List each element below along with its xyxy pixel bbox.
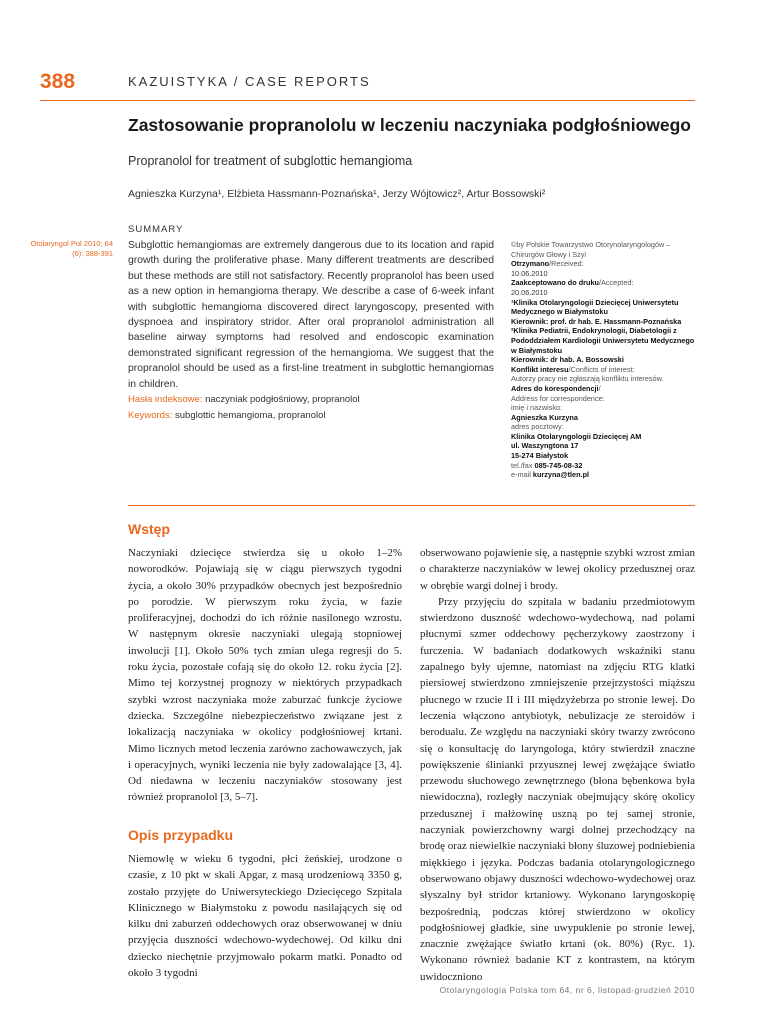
author-list: Agnieszka Kurzyna¹, Elżbieta Hassmann-Poznańska¹, Jerzy Wójtowicz², Artur Bossowski² <box>128 188 546 200</box>
postal-line-3: 15-274 Białystok <box>511 451 569 461</box>
introduction-paragraph: Naczyniaki dziecięce stwierdza się u około 1–2% noworodków. Pojawiają się w ciągu pierwszych tygodni życia, a około 30% przypadków obecnych jest bezpośrednio po porodzie. W pierwszym roku życia, w fazie proliferacyjnej, dochodzi do ich różnie nasilonego wzrostu. W następnym okresie naczyniaki ulegają stopniowej inwolucji [1]. Około 50% tych zmian ulega regresji do 5. roku życia, pozostałe cofają się do około 12. roku życia [2]. Mimo tej korzystnej prognozy w niektórych przypadkach szybki wzrost naczyniaka może zaburzać funkcje życiowe dziecka. Szczególne niebezpieczeństwo związane jest z lokalizacją naczyniaka w okolicy podgłośniowej krtani. Mimo licznych metod leczenia zarówno zachowawczych, jak i operacyjnych, wyniki leczenia nie były zadowalające [3, 4]. Od niedawna w leczeniu naczyniaków stosowany jest również propranolol [3, 5–7]. <box>128 547 402 804</box>
name-label: imię i nazwisko: <box>511 403 563 413</box>
right-paragraph-2: Przy przyjęciu do szpitala w badaniu przedmiotowym stwierdzono duszność wdechowo-wydechową, nad polami płucnymi szmer oddechowy pęcherzykowy zaostrzony i furczenia. W badaniach dodatkowych wskaźniki stanu zapalnego były ujemne, natomiast na zdjęciu RTG klatki piersiowej stwierdzono zmniejszenie przejrzystości miąższu płucnego w rzucie II i III międzyżebrza po stronie lewej. Do leczenia włączono antybiotyk, nebulizacje ze steroidów i berodualu. Ze względu na naczyniaki skóry twarzy zwrócono się o konsultację do laryngologa, który stwierdził znaczne powiększenie ślinianki przyusznej lewej zwężające światło przewodu słuchowego zewnętrznego (błona bębenkowa była niewidoczna), rozległy naczyniak obejmujący skórę okolicy przedusznej i małżowinę uszną po tej samej stronie, naczyniak powierzchowny wargi dolnej przechodzący na brodę oraz niewielkie naczyniaki błony śluzowej podniebienia miękkiego i języka. Podczas badania otolaryngologicznego obserwowano objawy duszności wdechowo-wydechowej oraz słyszalny był stridor krtaniowy. Wykonano laryngoskopię bezpośrednią, podczas której stwierdzono w okolicy podgłośniowej gładkie, sine uwypuklenie po stronie lewej, znacznie zwężające światło krtani (ok. 80%) (Ryc. 1). Wykonano również badanie KT z kontrastem, na którym uwidoczniono <box>420 595 695 983</box>
accepted-line <box>511 278 701 288</box>
section-label: KAZUISTYKA / CASE REPORTS <box>128 74 371 89</box>
article-title: Zastosowanie propranololu w leczeniu naczyniaka podgłośniowego <box>128 115 691 135</box>
affiliation-1: ¹Klinika Otolaryngologii Dziecięcej Uniwersytetu Medycznego w Białymstoku <box>511 297 679 317</box>
keywords-english-label: Keywords: <box>128 410 173 421</box>
received-label: Otrzymano <box>511 259 550 269</box>
keywords-english <box>128 410 494 421</box>
conflict-label: Konflikt interesu <box>511 364 569 374</box>
address-line <box>511 384 701 394</box>
section-divider <box>128 505 695 506</box>
right-paragraph-1: obserwowano pojawienie się, a następnie szybki wzrost zmian o charakterze naczyniaków w lewej okolicy przedusznej oraz w obrębie wargi dolnej i brody. <box>420 547 695 592</box>
page-number: 388 <box>40 70 76 93</box>
postal-line-2: ul. Waszyngtona 17 <box>511 441 579 451</box>
affiliation-2-head: Kierownik: dr hab. A. Bossowski <box>511 355 624 365</box>
correspondent-name: Agnieszka Kurzyna <box>511 412 578 422</box>
address-label-en: Address for correspondence: <box>511 393 605 403</box>
address-label-sep: / <box>598 383 601 393</box>
keywords-polish <box>128 394 494 405</box>
postal-label: adres pocztowy: <box>511 422 564 432</box>
keywords-english-values: subglottic hemangioma, propranolol <box>175 410 326 421</box>
received-label-en: /Received: <box>549 259 584 269</box>
introduction-text <box>128 545 402 806</box>
right-column-text <box>420 545 695 985</box>
received-line <box>511 259 701 269</box>
phone-label: tel./fax <box>511 460 533 470</box>
keywords-polish-label: Hasła indeksowe: <box>128 394 203 405</box>
accepted-label: Zaakceptowano do druku <box>511 278 599 288</box>
postal-line-1: Klinika Otolaryngologii Dziecięcej AM <box>511 431 642 441</box>
journal-citation: Otolaryngol Pol 2010; 64 (6): 388-391 <box>30 239 113 258</box>
conflict-label-en: /Conflicts of interest: <box>568 364 635 374</box>
address-label: Adres do korespondencji <box>511 383 599 393</box>
summary-text: Subglottic hemangiomas are extremely dangerous due to its location and rapid growth during the proliferative phase. Many different treatments are described but these methods are still not satisfactory. Recently propranolol has been used as a new option in hemangioma therapy. We describe a case of 6-week infant with subglottic hemangioma discovered direct laryngoscopy, presented with dyspnoea and inspiratory stridor. After oral propranolol administration all baseline airway symptoms had resolved and endoscopic examination demonstrated significant regression of the hemangioma. We suggest that the propranolol should be used as a first-line treatment in subglottic hemangiomas in children. <box>128 240 494 390</box>
email-address[interactable]: kurzyna@tlen.pl <box>532 470 590 480</box>
article-subtitle: Propranolol for treatment of subglottic hemangioma <box>128 154 413 168</box>
case-report-paragraph: Niemowlę w wieku 6 tygodni, płci żeńskiej, urodzone o czasie, z 10 pkt w skali Apgar, z masą urodzeniową 3350 g, zostało przyjęte do Uniwersyteckiego Dziecięcego Szpitala Klinicznego w Białymstoku z powodu nasilających się od kilku dni zaburzeń oddechowych oraz obserwowanej w dniu przyjęcia duszności wdechowo-wydechowej. Od kilku dni dziecko niechętnie przyjmowało pokarm matki. Ponadto od około 3 tygodni <box>128 853 402 980</box>
phone-number: 085-745-08-32 <box>534 460 583 470</box>
accepted-label-en: /Accepted: <box>598 278 634 288</box>
received-date: 10.06.2010 <box>511 268 548 278</box>
accepted-date: 20.06.2010 <box>511 287 548 297</box>
copyright-notice: ©by Polskie Towarzystwo Otorynolaryngologów – Chirurgów Głowy i Szyi <box>511 240 671 259</box>
heading-case-report: Opis przypadku <box>128 827 234 843</box>
article-info-sidebar <box>511 240 701 480</box>
case-report-text <box>128 851 402 981</box>
email-label: e-mail <box>511 470 531 480</box>
email-line <box>511 470 701 480</box>
affiliation-2: ²Klinika Pediatrii, Endokrynologii, Diabetologii z Pododdziałem Kardiologii Uniwersytetu Medycznego w Białymstoku <box>511 326 695 355</box>
conflict-text: Autorzy pracy nie zgłaszają konfliktu interesów. <box>511 374 664 384</box>
heading-introduction: Wstęp <box>128 521 170 537</box>
header-divider <box>40 100 695 101</box>
affiliation-1-head: Kierownik: prof. dr hab. E. Hassmann-Poznańska <box>511 316 682 326</box>
phone-line <box>511 461 701 471</box>
footer-journal-info: Otolaryngologia Polska tom 64, nr 6, listopad-grudzień 2010 <box>439 985 695 995</box>
summary-heading: SUMMARY <box>128 224 184 235</box>
keywords-polish-values: naczyniak podgłośniowy, propranolol <box>205 394 360 405</box>
conflict-line <box>511 365 701 375</box>
